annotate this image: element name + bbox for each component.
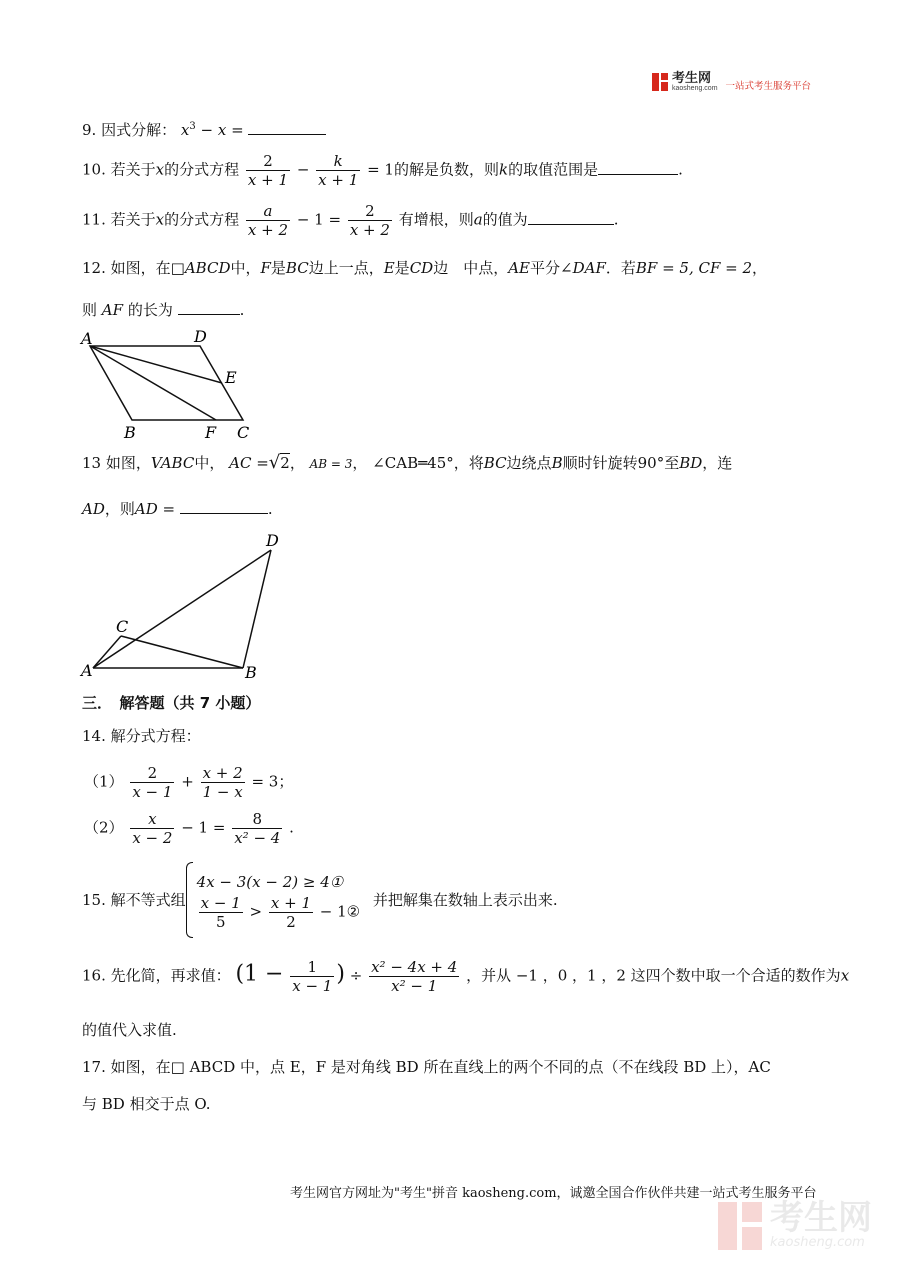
question-9 bbox=[82, 117, 326, 140]
q12-abcd: ABCD bbox=[184, 259, 231, 277]
q11-var: x bbox=[155, 210, 165, 229]
label-F: F bbox=[205, 423, 217, 441]
q15-ineq2: $\frac{x - 1}{5}$ > $\frac{x + 1}{2}$ − 1② bbox=[200, 893, 361, 931]
question-14 bbox=[82, 726, 201, 746]
q12-e: E bbox=[383, 259, 395, 277]
label-A: A bbox=[81, 661, 93, 680]
watermark bbox=[718, 1198, 872, 1250]
q14-p2-mid: − 1 = bbox=[181, 818, 226, 837]
q12-ae: AE bbox=[508, 259, 531, 277]
q12-text6: 边 中点， bbox=[433, 259, 509, 277]
q10-k: k bbox=[498, 160, 509, 179]
label-B: B bbox=[124, 423, 136, 441]
q14-p1-end: ； bbox=[278, 772, 294, 791]
q10-eq: = 1 bbox=[367, 160, 394, 179]
label-E: E bbox=[225, 368, 237, 387]
q11-a: a bbox=[473, 210, 483, 229]
q16-open: (1 − bbox=[235, 961, 284, 987]
q9-expr-exp: 3 bbox=[189, 121, 196, 132]
q13-bc: BC bbox=[483, 454, 507, 472]
q11-frac2: $\frac{2}{x + 2}$ bbox=[349, 202, 390, 239]
q13-line2-ad2: AD = bbox=[134, 500, 176, 518]
q9-text: 因式分解： bbox=[101, 121, 177, 139]
figure-13-triangle bbox=[78, 530, 293, 682]
q12-answer-blank bbox=[178, 300, 240, 315]
q11-pre: 若关于 bbox=[110, 210, 156, 229]
q14-p2-end: . bbox=[289, 818, 294, 837]
q12-text7: 平分 bbox=[530, 259, 561, 277]
q10-frac2: $\frac{k}{x + 1}$ bbox=[318, 152, 359, 189]
watermark-cn: 考生网 bbox=[770, 1198, 872, 1238]
q14-p1-frac1: $\frac{2}{x - 1}$ bbox=[132, 764, 173, 801]
q10-post2: 的取值范围是 bbox=[508, 160, 599, 179]
label-C: C bbox=[237, 423, 250, 441]
segment-ae bbox=[90, 346, 222, 383]
segment-af bbox=[90, 346, 216, 420]
q14-p1-eq: = 3 bbox=[251, 772, 279, 791]
q13-end: . bbox=[267, 500, 273, 518]
q13-answer-blank bbox=[180, 499, 268, 514]
logo-cn: 考生网 bbox=[672, 71, 712, 86]
segment-cb bbox=[121, 636, 243, 668]
q13-text2: 中， bbox=[194, 454, 225, 472]
logo-slogan: 一站式考生服务平台 bbox=[725, 81, 812, 92]
q16-frac2: $\frac{\text{x² − 4x + 4}}{\text{x² − 1}}$ bbox=[371, 958, 458, 995]
q12-text5: 是 bbox=[394, 259, 410, 277]
q15-text: 解不等式组 bbox=[110, 891, 186, 909]
q13-sqrt-n: 2 bbox=[280, 454, 290, 472]
q17-num: 17. bbox=[82, 1058, 106, 1076]
q13-angle: ∠CAB═45° bbox=[372, 454, 454, 472]
q13-text1: 如图， bbox=[105, 454, 151, 472]
figure-12-parallelogram bbox=[78, 326, 268, 441]
footer-text: 考生网官方网址为"考生"拼音 kaosheng.com，诚邀全国合作伙伴共建一站式考生服务平台 bbox=[290, 1186, 817, 1201]
q10-pre: 若关于 bbox=[110, 160, 156, 179]
q13-text9: ，连 bbox=[702, 454, 733, 472]
q13-text8: 至 bbox=[664, 454, 680, 472]
q11-post2: 的值为 bbox=[482, 210, 528, 229]
q12-angle: ∠DAF bbox=[560, 259, 606, 277]
question-11 bbox=[82, 202, 618, 239]
q12-text9: ， bbox=[752, 259, 768, 277]
q13-text4: ， bbox=[352, 454, 368, 472]
q14-p1-plus: + bbox=[181, 772, 194, 791]
question-15 bbox=[82, 862, 558, 938]
q13-text5: ，将 bbox=[453, 454, 484, 472]
q12-text8: ．若 bbox=[605, 259, 636, 277]
q16-post: ，并从 −1 ，0 ，1 ，2 这四个数中取一个合适的数作为 bbox=[466, 966, 841, 985]
question-12-line2 bbox=[82, 300, 244, 320]
q12-text2: 中， bbox=[230, 259, 261, 277]
brace bbox=[186, 862, 193, 938]
q13-ac: AC = bbox=[229, 454, 269, 472]
q13-b: B bbox=[551, 454, 563, 472]
question-10 bbox=[82, 152, 683, 189]
header-logo bbox=[652, 72, 811, 92]
q14-p2-frac1: $\frac{x}{x - 2}$ bbox=[132, 810, 173, 847]
label-D: D bbox=[266, 531, 279, 550]
question-14-part1 bbox=[84, 764, 293, 801]
q14-p1-label: （1） bbox=[84, 772, 124, 791]
q12-num: 12. bbox=[82, 259, 106, 277]
q10-minus: − bbox=[296, 160, 310, 179]
segment-ad bbox=[93, 550, 271, 668]
question-17 bbox=[82, 1057, 771, 1077]
q11-frac1: $\frac{a}{x + 2}$ bbox=[247, 202, 289, 239]
q14-num: 14. bbox=[82, 727, 106, 745]
q16-num: 16. bbox=[82, 966, 106, 985]
q13-num: 13 bbox=[82, 454, 102, 472]
q10-var: x bbox=[155, 160, 165, 179]
q12-text1: 如图，在□ bbox=[110, 259, 185, 277]
q11-mid: 的分式方程 bbox=[164, 210, 240, 229]
question-12 bbox=[82, 258, 767, 278]
q9-answer-blank bbox=[248, 120, 326, 135]
q14-p1-frac2: $\frac{x + 2}{1 - x}$ bbox=[202, 764, 243, 801]
label-A: A bbox=[81, 329, 93, 348]
question-17-line2: 与 BD 相交于点 O. bbox=[82, 1095, 211, 1113]
q12-cond: BF = 5, CF = 2 bbox=[635, 259, 753, 277]
question-16-line2: 的值代入求值. bbox=[82, 1021, 177, 1039]
label-D: D bbox=[194, 327, 207, 346]
q11-num: 11. bbox=[82, 210, 106, 229]
q11-mid2: − 1 = bbox=[296, 210, 342, 229]
q9-num: 9. bbox=[82, 121, 97, 139]
label-B: B bbox=[245, 663, 257, 682]
q12-af: AF bbox=[101, 301, 124, 319]
q14-text: 解分式方程： bbox=[110, 727, 201, 745]
watermark-logo-icon bbox=[718, 1202, 762, 1250]
q12-cd: CD bbox=[409, 259, 434, 277]
q10-end: . bbox=[678, 160, 683, 179]
q15-post: 并把解集在数轴上表示出来. bbox=[372, 891, 558, 909]
q16-frac1: $\frac{1}{x - 1}$ bbox=[292, 958, 333, 995]
logo-icon bbox=[652, 73, 668, 91]
q12-f: F bbox=[260, 259, 271, 277]
q14-p2-frac2: $\frac{8}{\text{x² − 4}}$ bbox=[234, 810, 281, 847]
question-16 bbox=[82, 958, 849, 995]
segment-bd bbox=[243, 550, 271, 668]
q9-expr-x: x bbox=[180, 121, 190, 139]
q13-text3: ， bbox=[289, 454, 305, 472]
question-13-line2 bbox=[82, 499, 273, 519]
q10-mid: 的分式方程 bbox=[164, 160, 240, 179]
q12-bc: BC bbox=[285, 259, 309, 277]
q14-p2-label: （2） bbox=[84, 818, 124, 837]
q12-end: . bbox=[239, 301, 245, 319]
q12-text4: 边上一点， bbox=[308, 259, 384, 277]
q17-line1: 如图，在□ ABCD 中，点 E，F 是对角线 BD 所在直线上的两个不同的点（不在线段 BD 上），AC bbox=[110, 1058, 771, 1076]
q11-post1: 有增根，则 bbox=[398, 210, 474, 229]
q13-ab: AB = 3 bbox=[309, 457, 353, 471]
q12-line2-pre: 则 bbox=[82, 301, 98, 319]
q12-line2-mid: 的长为 bbox=[127, 301, 173, 319]
q10-post1: 的解是负数，则 bbox=[393, 160, 499, 179]
q11-answer-blank bbox=[528, 210, 614, 225]
q12-text3: 是 bbox=[270, 259, 286, 277]
q13-tri: VABC bbox=[150, 454, 195, 472]
q11-end: . bbox=[613, 210, 619, 229]
q13-text6: 边绕点 bbox=[506, 454, 552, 472]
q10-frac1: $\frac{2}{x + 1}$ bbox=[247, 152, 289, 189]
watermark-en: kaosheng.com bbox=[770, 1235, 865, 1250]
q13-line2-text: ，则 bbox=[104, 500, 135, 518]
q13-bd: BD bbox=[679, 454, 703, 472]
q10-num: 10. bbox=[82, 160, 106, 179]
label-C: C bbox=[116, 617, 129, 636]
q16-var: x bbox=[840, 966, 850, 985]
question-13: 13 如图，VABC中， AC =√2， AB = 3， ∠CAB═45°，将BC边绕点B顺时针旋转90°至BD，连 bbox=[82, 452, 733, 473]
section-3-heading: 三． 解答题（共 7 小题） bbox=[82, 694, 261, 712]
q10-answer-blank bbox=[598, 160, 678, 175]
q15-num: 15. bbox=[82, 891, 106, 909]
q9-expr-rest: − x = bbox=[195, 121, 244, 139]
q15-inequality-system bbox=[186, 862, 360, 938]
q16-div: ÷ bbox=[349, 966, 363, 985]
q16-text: 先化简，再求值： bbox=[110, 966, 231, 985]
q13-deg: 90° bbox=[637, 454, 665, 472]
q13-text7: 顺时针旋转 bbox=[562, 454, 638, 472]
q15-ineq1: 4x − 3(x − 2) ≥ 4① bbox=[196, 872, 344, 891]
question-14-part2 bbox=[84, 810, 294, 847]
logo-en: kaosheng.com bbox=[672, 85, 718, 92]
q16-close: ) bbox=[336, 961, 345, 987]
q13-line2-ad: AD bbox=[82, 500, 105, 518]
